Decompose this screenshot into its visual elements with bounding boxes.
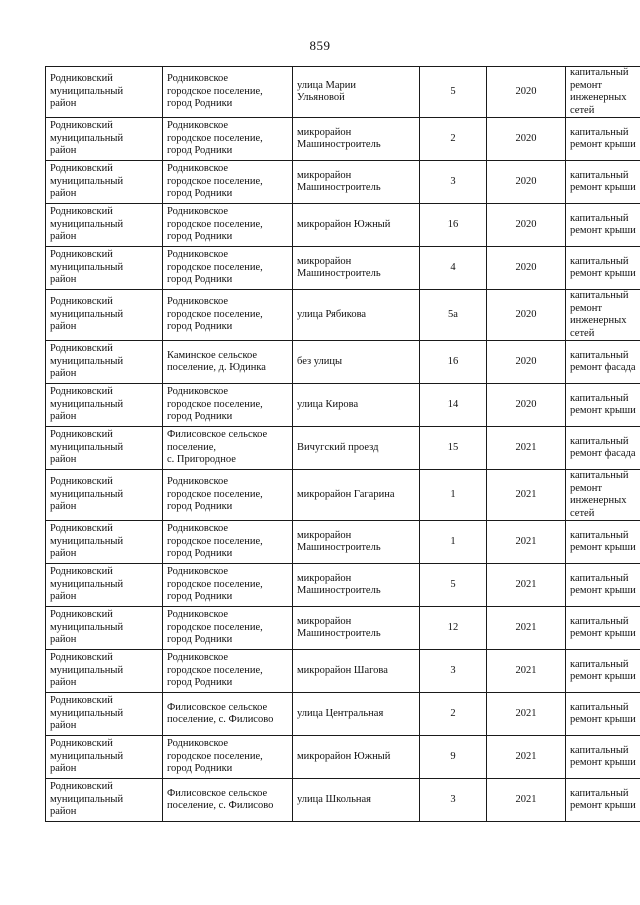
settlement-cell [163, 693, 293, 736]
year-cell [487, 736, 566, 779]
district-text: Родниковский муниципальный район [50, 206, 124, 243]
work-type-cell [566, 204, 640, 247]
district-cell [46, 247, 163, 290]
house-number-text: 14 [447, 398, 459, 410]
street-cell [293, 564, 420, 607]
district-text: Родниковский муниципальный район [50, 523, 124, 560]
settlement-cell [163, 204, 293, 247]
work-type-text: капитальный ремонт крыши [570, 255, 636, 279]
year-text: 2021 [515, 750, 537, 762]
house-number-text: 2 [450, 707, 456, 719]
street-cell [293, 290, 420, 341]
district-cell [46, 736, 163, 779]
settlement-text: Каминское сельское поселение, д. Юдинка [167, 349, 266, 373]
house-number-text: 9 [450, 750, 456, 762]
work-type-text: капитальный ремонт крыши [570, 169, 636, 193]
street-text: без улицы [297, 355, 343, 367]
work-type-text: капитальный ремонт крыши [570, 658, 636, 682]
table-row [46, 427, 640, 470]
year-text: 2020 [515, 308, 537, 320]
settlement-text: Родниковское городское поселение, город Родники [167, 738, 263, 775]
district-text: Родниковский муниципальный район [50, 652, 124, 689]
house-number-text: 1 [450, 488, 456, 500]
district-cell [46, 779, 163, 822]
district-cell [46, 341, 163, 384]
work-type-cell [566, 521, 640, 564]
table-row [46, 736, 640, 779]
work-type-text: капитальный ремонт фасада [570, 349, 636, 373]
work-type-cell [566, 341, 640, 384]
work-type-text: капитальный ремонт крыши [570, 701, 636, 725]
settlement-cell [163, 247, 293, 290]
work-type-cell [566, 67, 640, 118]
street-cell [293, 521, 420, 564]
table-row [46, 384, 640, 427]
table-row [46, 290, 640, 341]
house-number-cell [420, 384, 487, 427]
year-cell [487, 564, 566, 607]
settlement-text: Филисовское сельское поселение, с. Филисово [167, 787, 274, 811]
year-cell [487, 341, 566, 384]
settlement-text: Родниковское городское поселение, город Родники [167, 73, 263, 110]
settlement-text: Родниковское городское поселение, город Родники [167, 652, 263, 689]
year-text: 2021 [515, 578, 537, 590]
district-cell [46, 290, 163, 341]
year-text: 2021 [515, 793, 537, 805]
street-text: улица Рябикова [297, 308, 367, 320]
year-cell [487, 607, 566, 650]
house-number-text: 4 [450, 261, 456, 273]
street-cell [293, 67, 420, 118]
house-number-cell [420, 247, 487, 290]
house-number-cell [420, 161, 487, 204]
district-cell [46, 521, 163, 564]
settlement-cell [163, 341, 293, 384]
street-cell [293, 118, 420, 161]
work-type-text: капитальный ремонт фасада [570, 435, 636, 459]
street-cell [293, 204, 420, 247]
table-row [46, 521, 640, 564]
settlement-text: Родниковское городское поселение, город Родники [167, 609, 263, 646]
street-cell [293, 161, 420, 204]
year-cell [487, 384, 566, 427]
year-cell [487, 521, 566, 564]
work-type-cell [566, 607, 640, 650]
district-text: Родниковский муниципальный район [50, 429, 124, 466]
year-cell [487, 779, 566, 822]
house-number-text: 3 [450, 793, 456, 805]
street-text: улица Центральная [297, 707, 384, 719]
district-text: Родниковский муниципальный район [50, 386, 124, 423]
table-row [46, 470, 640, 521]
year-text: 2020 [515, 85, 537, 97]
district-cell [46, 67, 163, 118]
table-row [46, 204, 640, 247]
street-text: микрорайон Машиностроитель [297, 572, 381, 596]
house-number-text: 12 [447, 621, 459, 633]
street-cell [293, 779, 420, 822]
district-cell [46, 607, 163, 650]
district-text: Родниковский муниципальный район [50, 120, 124, 157]
street-cell [293, 650, 420, 693]
house-number-text: 2 [450, 132, 456, 144]
year-cell [487, 470, 566, 521]
district-cell [46, 384, 163, 427]
house-number-cell [420, 290, 487, 341]
year-text: 2021 [515, 664, 537, 676]
settlement-text: Родниковское городское поселение, город Родники [167, 249, 263, 286]
settlement-cell [163, 290, 293, 341]
year-text: 2021 [515, 535, 537, 547]
street-cell [293, 607, 420, 650]
work-type-cell [566, 290, 640, 341]
work-type-text: капитальный ремонт крыши [570, 529, 636, 553]
work-type-cell [566, 779, 640, 822]
settlement-text: Филисовское сельское поселение, с. Филисово [167, 701, 274, 725]
street-text: микрорайон Машиностроитель [297, 255, 381, 279]
year-cell [487, 650, 566, 693]
work-type-cell [566, 650, 640, 693]
street-cell [293, 384, 420, 427]
work-type-text: капитальный ремонт крыши [570, 392, 636, 416]
settlement-cell [163, 161, 293, 204]
year-cell [487, 247, 566, 290]
street-text: микрорайон Гагарина [297, 488, 395, 500]
work-type-cell [566, 427, 640, 470]
street-text: микрорайон Машиностроитель [297, 615, 381, 639]
work-type-text: капитальный ремонт крыши [570, 744, 636, 768]
district-text: Родниковский муниципальный район [50, 296, 124, 333]
work-type-text: капитальный ремонт крыши [570, 212, 636, 236]
settlement-cell [163, 779, 293, 822]
house-number-text: 3 [450, 175, 456, 187]
district-cell [46, 693, 163, 736]
table-row [46, 247, 640, 290]
house-number-text: 15 [447, 441, 459, 453]
table-body [46, 67, 640, 822]
work-type-cell [566, 118, 640, 161]
year-text: 2020 [515, 218, 537, 230]
house-number-cell [420, 67, 487, 118]
house-number-text: 1 [450, 535, 456, 547]
table-row [46, 341, 640, 384]
work-type-cell [566, 384, 640, 427]
table-row [46, 67, 640, 118]
house-number-cell [420, 564, 487, 607]
house-number-cell [420, 521, 487, 564]
work-type-text: капитальный ремонт крыши [570, 126, 636, 150]
table-row [46, 161, 640, 204]
house-number-text: 16 [447, 355, 459, 367]
house-number-cell [420, 427, 487, 470]
year-text: 2020 [515, 261, 537, 273]
housing-repair-table [45, 66, 640, 822]
year-text: 2021 [515, 488, 537, 500]
work-type-cell [566, 247, 640, 290]
district-text: Родниковский муниципальный район [50, 163, 124, 200]
house-number-cell [420, 607, 487, 650]
street-text: микрорайон Южный [297, 218, 391, 230]
street-text: Вичугский проезд [297, 441, 379, 453]
settlement-text: Филисовское сельское поселение, с. Пригородное [167, 429, 268, 466]
district-text: Родниковский муниципальный район [50, 73, 124, 110]
street-cell [293, 470, 420, 521]
settlement-cell [163, 607, 293, 650]
district-text: Родниковский муниципальный район [50, 249, 124, 286]
street-text: улица Марии Ульяновой [297, 79, 357, 103]
district-text: Родниковский муниципальный район [50, 781, 124, 818]
year-text: 2021 [515, 441, 537, 453]
work-type-text: капитальный ремонт крыши [570, 615, 636, 639]
year-text: 2020 [515, 398, 537, 410]
year-text: 2020 [515, 175, 537, 187]
work-type-cell [566, 693, 640, 736]
house-number-text: 16 [447, 218, 459, 230]
house-number-cell [420, 118, 487, 161]
year-cell [487, 693, 566, 736]
district-cell [46, 204, 163, 247]
house-number-text: 5 [450, 578, 456, 590]
table-row [46, 118, 640, 161]
year-text: 2020 [515, 355, 537, 367]
house-number-cell [420, 470, 487, 521]
settlement-text: Родниковское городское поселение, город Родники [167, 163, 263, 200]
street-cell [293, 247, 420, 290]
year-cell [487, 427, 566, 470]
settlement-cell [163, 470, 293, 521]
table-row [46, 650, 640, 693]
street-cell [293, 693, 420, 736]
street-text: улица Кирова [297, 398, 359, 410]
table-row [46, 564, 640, 607]
settlement-cell [163, 736, 293, 779]
settlement-cell [163, 384, 293, 427]
table-row [46, 693, 640, 736]
district-cell [46, 118, 163, 161]
settlement-text: Родниковское городское поселение, город Родники [167, 566, 263, 603]
work-type-text: капитальный ремонт инженерных сетей [570, 67, 629, 116]
settlement-text: Родниковское городское поселение, город Родники [167, 120, 263, 157]
work-type-text: капитальный ремонт инженерных сетей [570, 290, 629, 339]
street-cell [293, 427, 420, 470]
settlement-cell [163, 67, 293, 118]
settlement-cell [163, 427, 293, 470]
district-text: Родниковский муниципальный район [50, 609, 124, 646]
house-number-text: 3 [450, 664, 456, 676]
house-number-cell [420, 693, 487, 736]
year-cell [487, 118, 566, 161]
table-row [46, 779, 640, 822]
street-text: микрорайон Машиностроитель [297, 169, 381, 193]
house-number-cell [420, 736, 487, 779]
work-type-text: капитальный ремонт крыши [570, 572, 636, 596]
year-cell [487, 204, 566, 247]
work-type-cell [566, 564, 640, 607]
settlement-text: Родниковское городское поселение, город Родники [167, 476, 263, 513]
house-number-text: 5 [450, 85, 456, 97]
district-text: Родниковский муниципальный район [50, 476, 124, 513]
work-type-cell [566, 736, 640, 779]
house-number-cell [420, 341, 487, 384]
street-text: микрорайон Машиностроитель [297, 126, 381, 150]
settlement-text: Родниковское городское поселение, город Родники [167, 386, 263, 423]
district-text: Родниковский муниципальный район [50, 343, 124, 380]
year-text: 2021 [515, 707, 537, 719]
house-number-cell [420, 779, 487, 822]
settlement-cell [163, 118, 293, 161]
work-type-cell [566, 470, 640, 521]
district-cell [46, 564, 163, 607]
district-cell [46, 650, 163, 693]
year-text: 2020 [515, 132, 537, 144]
settlement-text: Родниковское городское поселение, город Родники [167, 206, 263, 243]
year-cell [487, 67, 566, 118]
settlement-cell [163, 564, 293, 607]
district-cell [46, 470, 163, 521]
page-number: 859 [309, 38, 331, 53]
year-cell [487, 161, 566, 204]
settlement-text: Родниковское городское поселение, город Родники [167, 523, 263, 560]
house-number-cell [420, 650, 487, 693]
settlement-text: Родниковское городское поселение, город Родники [167, 296, 263, 333]
district-text: Родниковский муниципальный район [50, 738, 124, 775]
street-cell [293, 736, 420, 779]
table-row [46, 607, 640, 650]
settlement-cell [163, 521, 293, 564]
district-cell [46, 427, 163, 470]
district-cell [46, 161, 163, 204]
settlement-cell [163, 650, 293, 693]
work-type-text: капитальный ремонт крыши [570, 787, 636, 811]
street-text: улица Школьная [297, 793, 371, 805]
street-cell [293, 341, 420, 384]
house-number-cell [420, 204, 487, 247]
street-text: микрорайон Машиностроитель [297, 529, 381, 553]
street-text: микрорайон Шагова [297, 664, 388, 676]
work-type-text: капитальный ремонт инженерных сетей [570, 470, 629, 519]
year-cell [487, 290, 566, 341]
house-number-text: 5а [448, 308, 458, 320]
work-type-cell [566, 161, 640, 204]
year-text: 2021 [515, 621, 537, 633]
district-text: Родниковский муниципальный район [50, 695, 124, 732]
district-text: Родниковский муниципальный район [50, 566, 124, 603]
street-text: микрорайон Южный [297, 750, 391, 762]
